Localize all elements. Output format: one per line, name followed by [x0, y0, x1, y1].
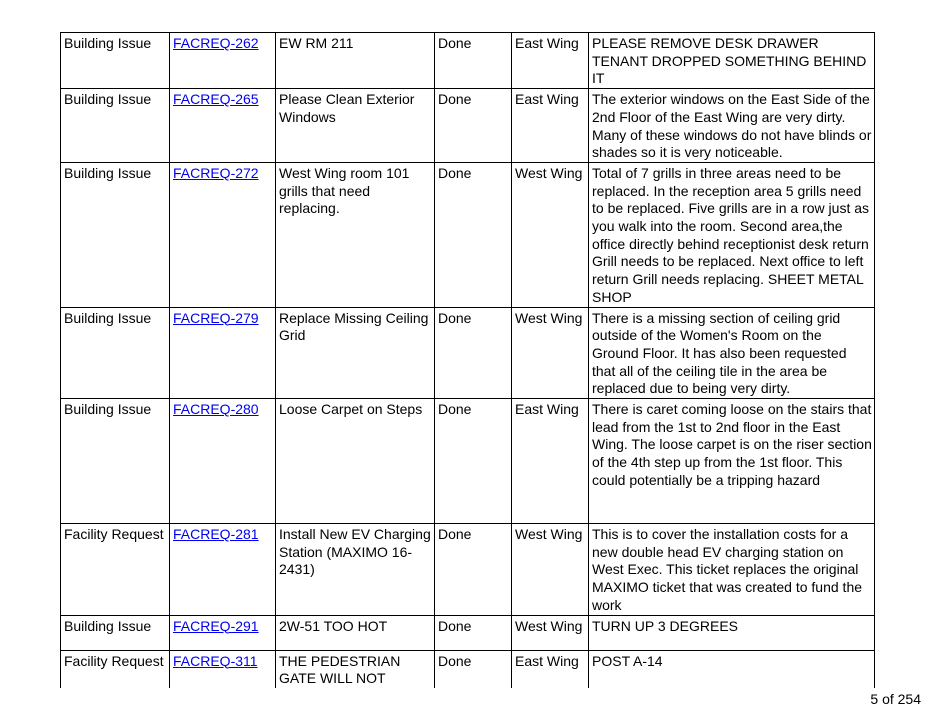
table-row	[61, 33, 875, 89]
request-id-cell	[170, 307, 276, 399]
request-type: Building Issue	[61, 307, 170, 399]
request-location: West Wing	[512, 307, 589, 399]
request-location: West Wing	[512, 162, 589, 307]
request-status: Done	[435, 650, 512, 688]
table-row	[61, 524, 875, 616]
table-row	[61, 399, 875, 524]
request-location: East Wing	[512, 650, 589, 688]
request-id-cell	[170, 524, 276, 616]
request-type: Building Issue	[61, 399, 170, 524]
request-summary: West Wing room 101 grills that need replacing.	[276, 162, 435, 307]
request-location: West Wing	[512, 615, 589, 650]
request-status: Done	[435, 524, 512, 616]
request-description: There is a missing section of ceiling grid outside of the Women's Room on the Ground Floor. It has also been requested that all of the ceiling tile in the area be replaced due to being very dirty.	[589, 307, 875, 399]
request-summary: 2W-51 TOO HOT	[276, 615, 435, 650]
request-id-cell	[170, 399, 276, 524]
requests-table	[60, 32, 875, 688]
request-id-cell	[170, 33, 276, 89]
request-type: Facility Request	[61, 650, 170, 688]
page-number: 5 of 254	[870, 691, 921, 707]
request-id-link[interactable]: FACREQ-291	[173, 617, 259, 634]
request-id-link[interactable]: FACREQ-262	[173, 35, 259, 51]
table-row	[61, 615, 875, 650]
request-summary: Loose Carpet on Steps	[276, 399, 435, 524]
request-id-link[interactable]: FACREQ-272	[173, 164, 259, 181]
request-description: Total of 7 grills in three areas need to be replaced. In the reception area 5 grills need to be replaced. Five grills are in a row just as you walk into the room. Second area,the office directly behind receptionist desk return Grill needs to be replaced. Next office to left return Grill needs replacing. SHEET METAL SHOP	[589, 162, 875, 307]
request-id-link[interactable]: FACREQ-279	[173, 309, 259, 326]
request-location: East Wing	[512, 89, 589, 163]
request-location: East Wing	[512, 399, 589, 524]
table-row	[61, 162, 875, 307]
request-id-link[interactable]: FACREQ-281	[173, 526, 259, 543]
request-id-link[interactable]: FACREQ-265	[173, 91, 259, 108]
request-description: The exterior windows on the East Side of the 2nd Floor of the East Wing are very dirty. Many of these windows do not have blinds or shades so it is very noticeable.	[589, 89, 875, 163]
request-summary: THE PEDESTRIAN GATE WILL NOT	[276, 650, 435, 688]
request-location: East Wing	[512, 33, 589, 89]
request-description: POST A-14	[589, 650, 875, 688]
request-id-link[interactable]: FACREQ-311	[173, 652, 258, 669]
request-id-cell	[170, 650, 276, 688]
request-id-cell	[170, 89, 276, 163]
request-summary: EW RM 211	[276, 33, 435, 89]
request-description: TURN UP 3 DEGREES	[589, 615, 875, 650]
request-summary: Replace Missing Ceiling Grid	[276, 307, 435, 399]
table-row	[61, 89, 875, 163]
request-summary: Please Clean Exterior Windows	[276, 89, 435, 163]
request-type: Building Issue	[61, 162, 170, 307]
request-description: PLEASE REMOVE DESK DRAWER TENANT DROPPED SOMETHING BEHIND IT	[589, 33, 875, 89]
request-status: Done	[435, 307, 512, 399]
request-type: Building Issue	[61, 89, 170, 163]
request-description: There is caret coming loose on the stairs that lead from the 1st to 2nd floor in the East Wing. The loose carpet is on the riser section of the 4th step up from the 1st floor. This could potentially be a tripping hazard	[589, 399, 875, 524]
request-location: West Wing	[512, 524, 589, 616]
table-row	[61, 650, 875, 688]
request-id-cell	[170, 615, 276, 650]
request-type: Facility Request	[61, 524, 170, 616]
request-description: This is to cover the installation costs for a new double head EV charging station on West Exec. This ticket replaces the original MAXIMO ticket that was created to fund the work	[589, 524, 875, 616]
request-id-link[interactable]: FACREQ-280	[173, 401, 259, 418]
request-type: Building Issue	[61, 33, 170, 89]
request-status: Done	[435, 89, 512, 163]
request-summary: Install New EV Charging Station (MAXIMO 16-2431)	[276, 524, 435, 616]
request-status: Done	[435, 33, 512, 89]
request-type: Building Issue	[61, 615, 170, 650]
request-status: Done	[435, 162, 512, 307]
table-row	[61, 307, 875, 399]
request-status: Done	[435, 615, 512, 650]
request-id-cell	[170, 162, 276, 307]
request-status: Done	[435, 399, 512, 524]
